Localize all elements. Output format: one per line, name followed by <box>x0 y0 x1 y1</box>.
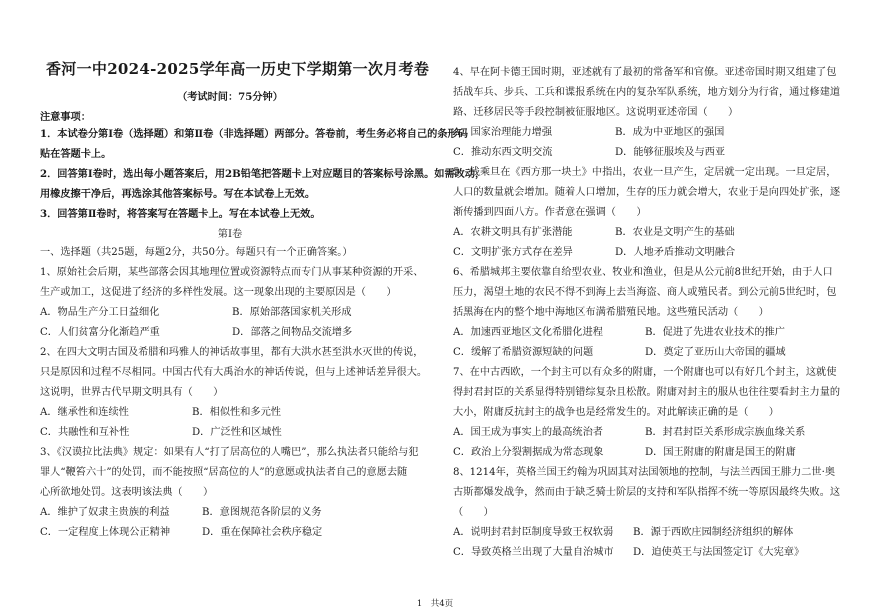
option: B．原始部落国家机关形成 <box>232 307 352 318</box>
question-line: 人口的数量就会增加。随着人口增加，生存的压力就会增大，农业于是向四处扩张，逐 <box>453 187 841 198</box>
option: A．国王成为事实上的最高统治者 <box>453 427 603 438</box>
option: C．推动东西文明交流 <box>453 147 553 158</box>
question-line: 5、钱乘旦在《西方那一块土》中指出，农业一旦产生，定居就一定出现。一旦定居， <box>453 167 837 178</box>
question-line: 渐传播到四面八方。作者意在强调（ ） <box>453 207 647 218</box>
option: D．广泛性和区域性 <box>192 427 282 438</box>
question-line: 7、在中古西欧，一个封主可以有众多的附庸，一个附庸也可以有好几个封主，这就使 <box>453 367 837 378</box>
option: D．能够征服埃及与西亚 <box>615 147 726 158</box>
question-line: 3、《汉谟拉比法典》规定：如果有人“打了居高位的人嘴巴”，那么执法者只能给与犯 <box>40 447 419 458</box>
option: A．加速西亚地区文化希腊化进程 <box>453 327 603 338</box>
question-line: 括黑海在内的整个地中海地区布满希腊殖民地。这些殖民活动（ ） <box>453 307 769 318</box>
question-line: 大小，附庸反抗封主的战争也是经常发生的。对此解读正确的是（ ） <box>453 407 779 418</box>
option: B．成为中亚地区的强国 <box>615 127 725 138</box>
option: D．奠定了亚历山大帝国的疆域 <box>645 347 786 358</box>
question-line: 2、在四大文明古国及希腊和玛雅人的神话故事里，都有大洪水甚至洪水灭世的传说， <box>40 347 424 358</box>
option: C．缓解了希腊资源短缺的问题 <box>453 347 594 358</box>
notice-line: 贴在答题卡上。 <box>40 148 112 160</box>
option: A．维护了奴隶主贵族的利益 <box>40 507 170 518</box>
notice-line: 2．回答第Ⅰ卷时，选出每小题答案后，用2B铅笔把答题卡上对应题目的答案标号涂黑。如需改动， <box>40 168 486 180</box>
question-line: 生产或加工，这促进了经济的多样性发展。这一现象出现的主要原因是（ ） <box>40 287 397 298</box>
question-line: 1、原始社会后期，某些部落会因其地理位置或资源特点而专门从事某种资源的开采、 <box>40 267 424 278</box>
option: B．封君封臣关系形成宗族血缘关系 <box>645 427 806 438</box>
question-line: （ ） <box>453 507 494 518</box>
option: A．说明封君封臣制度导致王权软弱 <box>453 527 614 538</box>
section-title: 第Ⅰ卷 <box>217 229 243 240</box>
option: C．人们贫富分化渐趋严重 <box>40 327 160 338</box>
notice-line: 用橡皮擦干净后，再选涂其他答案标号。写在本试卷上无效。 <box>40 188 316 200</box>
question-line: 这说明，世界古代早期文明具有（ ） <box>40 387 224 398</box>
page-footer: 1 共4页 <box>416 599 454 609</box>
option: B．源于西欧庄园制经济组织的解体 <box>633 527 794 538</box>
option: A．物品生产分工日益细化 <box>40 307 160 318</box>
question-line: 罪人“鞭笞六十”的处罚，而不能按照“居高位的人”的意愿或执法者自己的意愿去随 <box>40 467 408 478</box>
question-line: 古斯都爆发战争，然而由于缺乏骑士阶层的支持和军队指挥不统一等原因最终失败。这 <box>453 487 841 498</box>
option: C．一定程度上体现公正精神 <box>40 527 171 538</box>
notice-heading: 注意事项： <box>40 111 91 123</box>
option: A．继承性和连续性 <box>40 407 129 418</box>
notice-line: 1．本试卷分第Ⅰ卷（选择题）和第Ⅱ卷（非选择题）两部分。答卷前，考生务必将自己的条形码 <box>40 128 468 140</box>
section-intro: 一、选择题（共25题，每题2分，共50分。每题只有一个正确答案。） <box>40 247 353 258</box>
option: B．相似性和多元性 <box>192 407 281 418</box>
option: D．部落之间物品交流增多 <box>232 327 353 338</box>
question-line: 4、早在阿卡德王国时期，亚述就有了最初的常备军和官僚。亚述帝国时期又组建了包 <box>453 67 837 78</box>
option: B．农业是文明产生的基础 <box>615 227 735 238</box>
question-line: 路、迁移居民等手段控制被征服地区。这说明亚述帝国（ ） <box>453 107 739 118</box>
option: D．国王附庸的附庸是国王的附庸 <box>645 447 796 458</box>
exam-title: 香河一中2024-2025学年高一历史下学期第一次月考卷 <box>46 60 430 78</box>
question-line: 只是原因和过程不尽相同。中国古代有大禹治水的神话传说，但与上述神话差异很大。 <box>40 367 428 378</box>
option: D．人地矛盾推动文明融合 <box>615 247 736 258</box>
exam-duration: （考试时间：75分钟） <box>177 91 283 103</box>
option: C．政治上分裂割据成为常态现象 <box>453 447 604 458</box>
question-line: 心所欲地处罚。这表明该法典（ ） <box>40 487 214 498</box>
question-line: 得封君封臣的关系显得特别错综复杂且松散。附庸对封主的服从也往往要看封主力量的 <box>453 387 841 398</box>
option: C．文明扩张方式存在差异 <box>453 247 573 258</box>
question-line: 6、希腊城邦主要依靠自给型农业、牧业和渔业，但是从公元前8世纪开始，由于人口 <box>453 267 833 278</box>
question-line: 8、1214年，英格兰国王约翰为巩固其对法国领地的控制，与法兰西国王腓力二世·奥 <box>453 467 836 478</box>
option: D．重在保障社会秩序稳定 <box>202 527 323 538</box>
notice-line: 3．回答第Ⅱ卷时，将答案写在答题卡上。写在本试卷上无效。 <box>40 208 321 220</box>
option: B．促进了先进农业技术的推广 <box>645 327 785 338</box>
option: D．迫使英王与法国签定订《大宪章》 <box>633 547 805 558</box>
option: C．导致英格兰出现了大量自治城市 <box>453 547 614 558</box>
option: A．农耕文明具有扩张潜能 <box>453 227 573 238</box>
question-line: 压力，渴望土地的农民不得不到海上去当海盗、商人或殖民者。到公元前5世纪时，包 <box>453 287 837 298</box>
option: A．国家治理能力增强 <box>453 127 553 138</box>
option: B．意图规范各阶层的义务 <box>202 507 322 518</box>
option: C．共融性和互补性 <box>40 427 130 438</box>
question-line: 括战车兵、步兵、工兵和谍报系统在内的复杂军队系统，地方划分为行省，通过修建道 <box>453 87 841 98</box>
